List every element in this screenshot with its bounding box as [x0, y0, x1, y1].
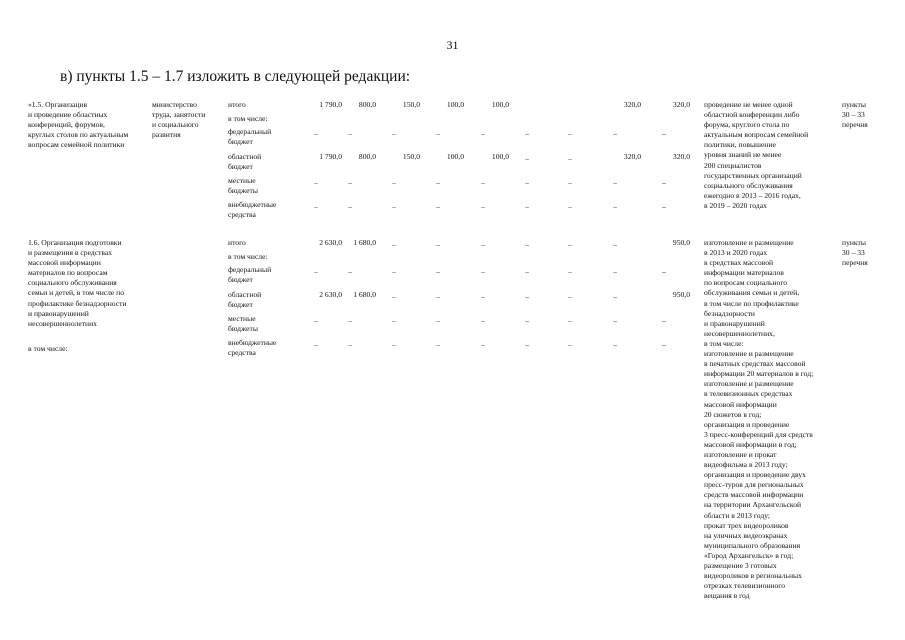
funding-value-cell: 150,0 [402, 100, 420, 109]
funding-value-cell: – [662, 267, 666, 276]
item-1-5-name: «1.5. Организация и проведение областных конференций, форумов, круглых столов по актуальным вопросам семейной политики [28, 100, 129, 150]
funding-value-cell: – [392, 316, 396, 325]
funding-value-cell: – [314, 340, 318, 349]
funding-value-cell: – [568, 316, 572, 325]
funding-value-cell: – [525, 292, 529, 301]
funding-value-cell: – [662, 178, 666, 187]
funding-value-cell: – [348, 129, 352, 138]
funding-value-cell: – [436, 292, 440, 301]
funding-value-cell: – [662, 202, 666, 211]
funding-value-cell: – [525, 267, 529, 276]
item-1-6-reference: пункты 30 – 33 перечня [842, 238, 868, 268]
funding-value-cell: – [613, 267, 617, 276]
funding-source-label: областной бюджет [228, 290, 262, 310]
funding-value-cell: – [568, 240, 572, 249]
funding-value-cell: – [314, 202, 318, 211]
funding-value-cell: – [613, 240, 617, 249]
item-1-6-result: изготовление и размещение в 2013 и 2020 годах в средствах массовой информации материалов по вопросам социального обслуживания семьи и детей, в том числе по профилактике безнадзорности и правонарушений несовершеннолетних, в том числе: изготовление и размещение в печатных средствах массовой информации 20 материалов в год; изготовление и размещение в телевизионных средствах массовой информации 20 сюжетов в год; организация и проведение 3 пресс-конференций для средств массовой информации в год; изготовление и прокат видеофильма в 2013 году; организация и проведение двух пресс-туров для региональных средств массовой информации на территории Архангельской области в 2013 году; прокат трех видеороликов на уличных видеоэкранах муниципального образования «Город Архангельск» в год; размещение 3 готовых видеороликов в региональных отрезках телевизионного вещания в год [704, 238, 814, 601]
funding-value-cell: – [436, 202, 440, 211]
funding-value-cell: 150,0 [402, 152, 420, 161]
funding-value-cell: – [525, 129, 529, 138]
funding-value-cell: – [481, 178, 485, 187]
funding-value-cell: 100,0 [446, 100, 464, 109]
funding-value-cell: – [314, 267, 318, 276]
funding-value-cell: – [613, 129, 617, 138]
funding-value-cell: 320,0 [623, 152, 641, 161]
funding-value-cell: – [568, 267, 572, 276]
page-number: 31 [446, 38, 459, 52]
funding-source-label: местные бюджеты [228, 176, 258, 196]
funding-value-cell: – [525, 340, 529, 349]
funding-value-cell: – [392, 202, 396, 211]
funding-value-cell: – [481, 267, 485, 276]
funding-source-label: итого [228, 238, 246, 247]
funding-value-cell: 800,0 [358, 100, 376, 109]
funding-value-cell: – [392, 267, 396, 276]
funding-value-cell: – [481, 129, 485, 138]
section-heading: в) пункты 1.5 – 1.7 изложить в следующей редакции: [60, 68, 411, 85]
funding-source-label: местные бюджеты [228, 314, 258, 334]
funding-source-label: внебюджетные средства [228, 338, 277, 358]
funding-source-label: в том числе: [228, 252, 268, 261]
funding-value-cell: – [436, 178, 440, 187]
funding-value-cell: – [662, 129, 666, 138]
funding-source-label: областной бюджет [228, 152, 262, 172]
funding-source-label: итого [228, 100, 246, 109]
funding-source-label: федеральный бюджет [228, 127, 272, 147]
funding-value-cell: – [481, 292, 485, 301]
funding-source-label: федеральный бюджет [228, 265, 272, 285]
funding-value-cell: 320,0 [623, 100, 641, 109]
item-1-5-result: проведение не менее одной областной конференции либо форума, круглого стола по актуальным вопросам семейной политики, повышение уровня знаний не менее 200 специалистов государственных организаций социального обслуживания ежегодно в 2013 – 2016 годах, в 2019 – 2020 годах [704, 100, 809, 210]
funding-value-cell: – [568, 340, 572, 349]
funding-value-cell: 1 680,0 [353, 290, 376, 299]
funding-value-cell: – [348, 316, 352, 325]
funding-value-cell: – [392, 340, 396, 349]
funding-value-cell: – [613, 316, 617, 325]
funding-value-cell: – [525, 240, 529, 249]
item-1-6-name-sub: в том числе: [28, 344, 68, 353]
funding-value-cell: 950,0 [672, 238, 690, 247]
item-1-5-reference: пункты 30 – 33 перечня [842, 100, 868, 130]
funding-value-cell: – [613, 292, 617, 301]
funding-value-cell: – [481, 202, 485, 211]
funding-value-cell: – [525, 178, 529, 187]
funding-value-cell: 100,0 [491, 152, 509, 161]
funding-value-cell: – [525, 202, 529, 211]
funding-value-cell: 950,0 [672, 290, 690, 299]
funding-value-cell: – [613, 178, 617, 187]
funding-value-cell: – [568, 178, 572, 187]
funding-value-cell: – [392, 240, 396, 249]
funding-value-cell: 100,0 [491, 100, 509, 109]
funding-value-cell: 320,0 [672, 100, 690, 109]
funding-value-cell: – [525, 154, 529, 163]
funding-value-cell: – [568, 154, 572, 163]
funding-value-cell: – [436, 316, 440, 325]
funding-value-cell: 320,0 [672, 152, 690, 161]
funding-value-cell: – [392, 129, 396, 138]
funding-value-cell: 100,0 [446, 152, 464, 161]
funding-value-cell: – [568, 129, 572, 138]
funding-value-cell: – [348, 340, 352, 349]
funding-value-cell: – [662, 340, 666, 349]
funding-value-cell: – [348, 178, 352, 187]
funding-value-cell: – [314, 178, 318, 187]
funding-value-cell: 1 790,0 [319, 152, 342, 161]
funding-value-cell: – [436, 240, 440, 249]
funding-value-cell: – [481, 240, 485, 249]
funding-source-label: в том числе: [228, 114, 268, 123]
funding-value-cell: – [314, 129, 318, 138]
item-1-5-executor: министерство труда, занятости и социального развития [152, 100, 206, 140]
funding-value-cell: – [348, 267, 352, 276]
funding-value-cell: – [436, 267, 440, 276]
funding-value-cell: – [613, 340, 617, 349]
funding-value-cell: – [613, 202, 617, 211]
funding-value-cell: – [392, 178, 396, 187]
funding-value-cell: – [662, 316, 666, 325]
funding-value-cell: 800,0 [358, 152, 376, 161]
funding-value-cell: – [392, 292, 396, 301]
funding-value-cell: – [436, 129, 440, 138]
funding-value-cell: 1 790,0 [319, 100, 342, 109]
funding-value-cell: – [568, 292, 572, 301]
funding-value-cell: 1 680,0 [353, 238, 376, 247]
funding-value-cell: – [525, 316, 529, 325]
funding-value-cell: – [481, 340, 485, 349]
funding-value-cell: 2 630,0 [319, 238, 342, 247]
funding-value-cell: – [481, 316, 485, 325]
funding-value-cell: – [348, 202, 352, 211]
funding-source-label: внебюджетные средства [228, 200, 277, 220]
funding-value-cell: – [314, 316, 318, 325]
funding-value-cell: 2 630,0 [319, 290, 342, 299]
funding-value-cell: – [568, 202, 572, 211]
funding-value-cell: – [436, 340, 440, 349]
item-1-6-name: 1.6. Организация подготовки и размещения в средствах массовой информации материалов по вопросам социального обслуживания семьи и детей, в том числе по профилактике безнадзорности и правонарушений несовершеннолетних [28, 238, 127, 328]
